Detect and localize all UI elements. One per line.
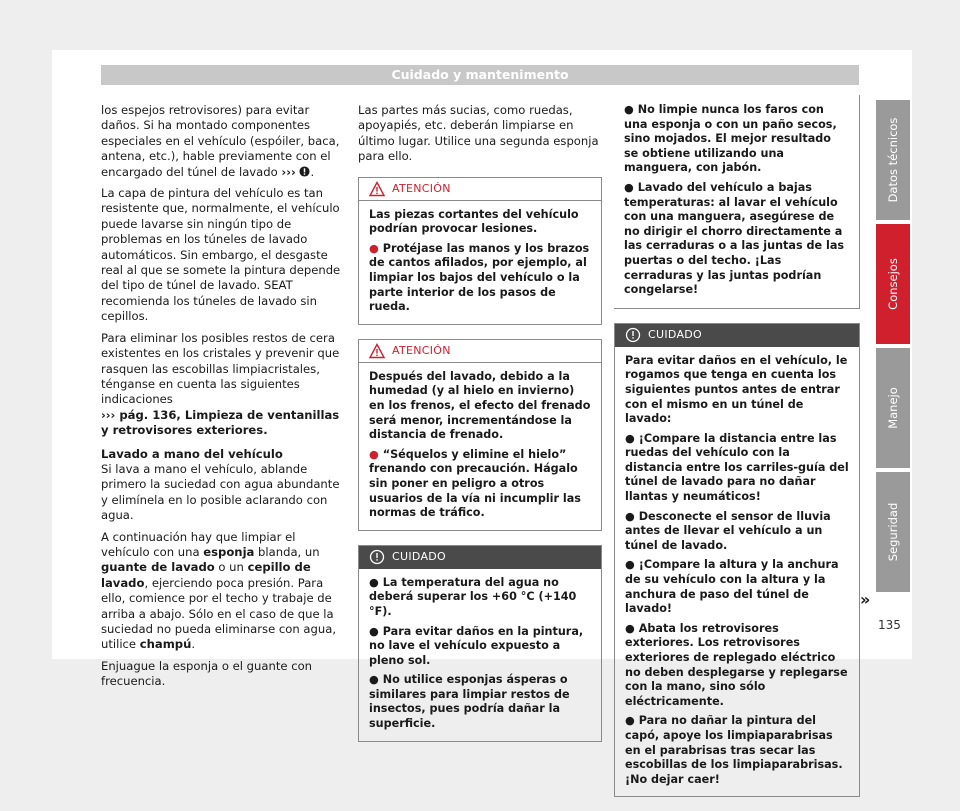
text: Abata los retrovisores exteriores. Los retrovisores exteriores de replegado eléctrico no deben desplegarse y replegarse con la mano, sino sólo eléctricamente. <box>625 621 848 708</box>
column-3 <box>614 95 860 811</box>
tab-label: Seguridad <box>886 502 900 562</box>
section-tabs <box>876 100 910 596</box>
bullet-item <box>624 103 849 176</box>
caution-box-header <box>615 324 859 347</box>
paragraph <box>101 331 345 439</box>
warning-box-body <box>359 201 601 324</box>
bold-term: esponja <box>203 544 255 559</box>
text: No limpie nunca los faros con una esponja o con un paño secos, sino mojados. El mejor resultado se obtiene utilizando una manguera, con jabón. <box>624 103 837 175</box>
caution-box-body <box>359 569 601 741</box>
text: Desconecte el sensor de lluvia antes de llevar el vehículo a un túnel de lavado. <box>625 509 831 552</box>
bullet-icon: ● <box>369 241 379 255</box>
caution-box-header <box>359 546 601 569</box>
warning-intro: Después del lavado, debido a la humedad (y al hielo en invierno) en los frenos, el efecto del frenado será menor, incrementándose la distancia de frenado. <box>369 369 591 442</box>
tab-manejo[interactable] <box>876 348 910 468</box>
text: blanda, un <box>254 544 320 559</box>
warning-intro: Las piezas cortantes del vehículo podrían provocar lesiones. <box>369 207 579 236</box>
text: los espejos retrovisores) para evitar daños. Si ha montado componentes especiales en el vehículo (espóiler, baca, antena, etc.), hable previamente con el encargado del túnel de lavado <box>101 103 340 179</box>
caution-box <box>358 545 602 742</box>
tab-label: Datos técnicos <box>886 117 900 203</box>
caution-box-title: CUIDADO <box>392 549 447 563</box>
text: , ejerciendo poca presión. Para ello, comience por el techo y trabaje de arriba a abajo. Sólo en el caso de que la suciedad no pueda eliminarse con agua, utilice <box>101 575 337 652</box>
bold-term: champú <box>139 637 192 652</box>
text: La temperatura del agua no deberá superar los +60 °C (+140 °F). <box>369 575 577 618</box>
text: o un <box>214 560 248 575</box>
bullet-icon: ● <box>625 621 635 635</box>
warning-box <box>358 177 602 325</box>
bullet-item <box>369 625 591 669</box>
warning-box-header <box>359 178 601 201</box>
bullet-icon: ● <box>369 673 379 687</box>
bullet-item <box>369 242 591 315</box>
text: ¡Compare la distancia entre las ruedas del vehículo con la distancia entre los carriles-guía del túnel de lavado para no dañar llantas y neumáticos! <box>625 431 849 504</box>
column-2 <box>358 103 602 756</box>
bullet-item <box>625 432 849 505</box>
tab-label: Consejos <box>886 258 900 310</box>
text: ¡Compare la altura y la anchura de su vehículo con la altura y la anchura de paso del túnel de lavado! <box>625 558 839 616</box>
bold-term: guante de lavado <box>101 560 215 575</box>
paragraph: Las partes más sucias, como ruedas, apoyapiés, etc. deberán limpiarse en último lugar. Utilice una segunda esponja para ello. <box>358 103 599 164</box>
page-header-title: Cuidado y mantenimento <box>391 67 569 82</box>
paragraph <box>101 530 345 653</box>
info-circle-icon <box>625 327 641 343</box>
paragraph: Si lava a mano el vehículo, ablande primero la suciedad con agua abundante y elimínela en lo posible aclarando con agua. <box>101 461 340 523</box>
continue-chevron-icon: » <box>860 590 871 609</box>
tab-datos-tecnicos[interactable] <box>876 100 910 220</box>
bullet-icon: ● <box>624 180 634 194</box>
page-reference-link[interactable]: ››› pág. 136, Limpieza de ventanillas y retrovisores exteriores. <box>101 407 340 438</box>
bullet-icon: ● <box>369 624 379 638</box>
warning-triangle-icon <box>369 181 385 197</box>
warning-box-body <box>359 363 601 530</box>
bullet-icon: ● <box>625 431 635 445</box>
bullet-icon: ● <box>625 714 635 728</box>
caution-box <box>614 323 860 798</box>
caution-box-title: CUIDADO <box>648 327 703 341</box>
bullet-item <box>625 510 849 554</box>
warning-circle-icon <box>299 166 310 177</box>
bullet-icon: ● <box>369 575 379 589</box>
reference-arrow[interactable]: ››› <box>281 164 296 179</box>
column-1 <box>101 103 345 696</box>
bold-term: cepillo de lavado <box>101 560 311 590</box>
warning-triangle-icon <box>369 343 385 359</box>
bullet-item <box>625 558 849 616</box>
bullet-item <box>625 714 849 787</box>
text: Protéjase las manos y los brazos de cantos afilados, por ejemplo, al limpiar los bajos del vehículo o la parte interior de los pasos de rueda. <box>369 241 590 314</box>
bullet-item <box>369 448 591 521</box>
warning-box <box>358 339 602 531</box>
bullet-icon: ● <box>625 509 635 523</box>
tab-seguridad[interactable] <box>876 472 910 592</box>
tab-consejos[interactable] <box>876 224 910 344</box>
bullet-icon: ● <box>624 103 634 116</box>
caution-intro: Para evitar daños en el vehículo, le rogamos que tenga en cuenta los siguientes puntos antes de entrar con el mismo en un túnel de lavado: <box>625 353 848 426</box>
page-header <box>101 65 859 85</box>
warning-box-header <box>359 340 601 363</box>
section-heading: Lavado a mano del vehículo <box>101 446 283 461</box>
paragraph: Enjuague la esponja o el guante con frecuencia. <box>101 658 313 689</box>
text: Para evitar daños en la pintura, no lave el vehículo expuesto a pleno sol. <box>369 624 584 667</box>
text: . <box>191 637 196 652</box>
text: Para no dañar la pintura del capó, apoye los limpiaparabrisas en el parabrisas tras secar las escobillas de los limpiaparabrisas. ¡No dejar caer! <box>625 714 843 786</box>
warning-box-title: ATENCIÓN <box>392 343 451 357</box>
paragraph: los espejos retrovisores) para evitar daños. Si ha montado componentes especiales en el vehículo (espóiler, baca, antena, etc.), hable previamente con el encargado del túnel de lavado ››› . <box>101 103 340 179</box>
bullet-item <box>624 181 849 298</box>
text: Para eliminar los posibles restos de cera existentes en los cristales y prevenir que rasquen las escobillas limpiacristales, ténganse en cuenta las siguientes indicaciones <box>101 330 340 407</box>
bullet-item <box>625 622 849 710</box>
bullet-icon: ● <box>625 558 635 572</box>
info-circle-icon <box>369 549 385 565</box>
tab-label: Manejo <box>886 387 900 429</box>
warning-box-title: ATENCIÓN <box>392 181 451 195</box>
paragraph: La capa de pintura del vehículo es tan resistente que, normalmente, el vehículo puede lavarse sin ningún tipo de problemas en los túneles de lavado automáticos. Sin embargo, el desgaste real al que se somete la pintura depende del tipo de túnel de lavado. SEAT recomienda los túneles de lavado sin cepillos. <box>101 186 341 324</box>
bullet-icon: ● <box>369 447 379 461</box>
caution-box-body <box>615 347 859 797</box>
text: No utilice esponjas ásperas o similares para limpiar restos de insectos, pues podría dañar la superficie. <box>369 673 570 731</box>
caution-box-continued <box>614 95 860 309</box>
bullet-item <box>369 576 591 620</box>
text: “Séquelos y elimine el hielo” frenando con precaución. Hágalo sin poner en peligro a otros usuarios de la vía ni incumplir las normas de tráfico. <box>369 447 581 520</box>
text: Lavado del vehículo a bajas temperaturas: al lavar el vehículo con una manguera, asegúrese de no dirigir el chorro directamente a las cerraduras o a las juntas de las puertas o del techo. ¡Las cerraduras y las juntas podrían congelarse! <box>624 180 845 297</box>
page-number: 135 <box>878 618 901 632</box>
bullet-item <box>369 673 591 731</box>
text: A continuación hay que limpiar el vehículo con una <box>101 529 296 559</box>
